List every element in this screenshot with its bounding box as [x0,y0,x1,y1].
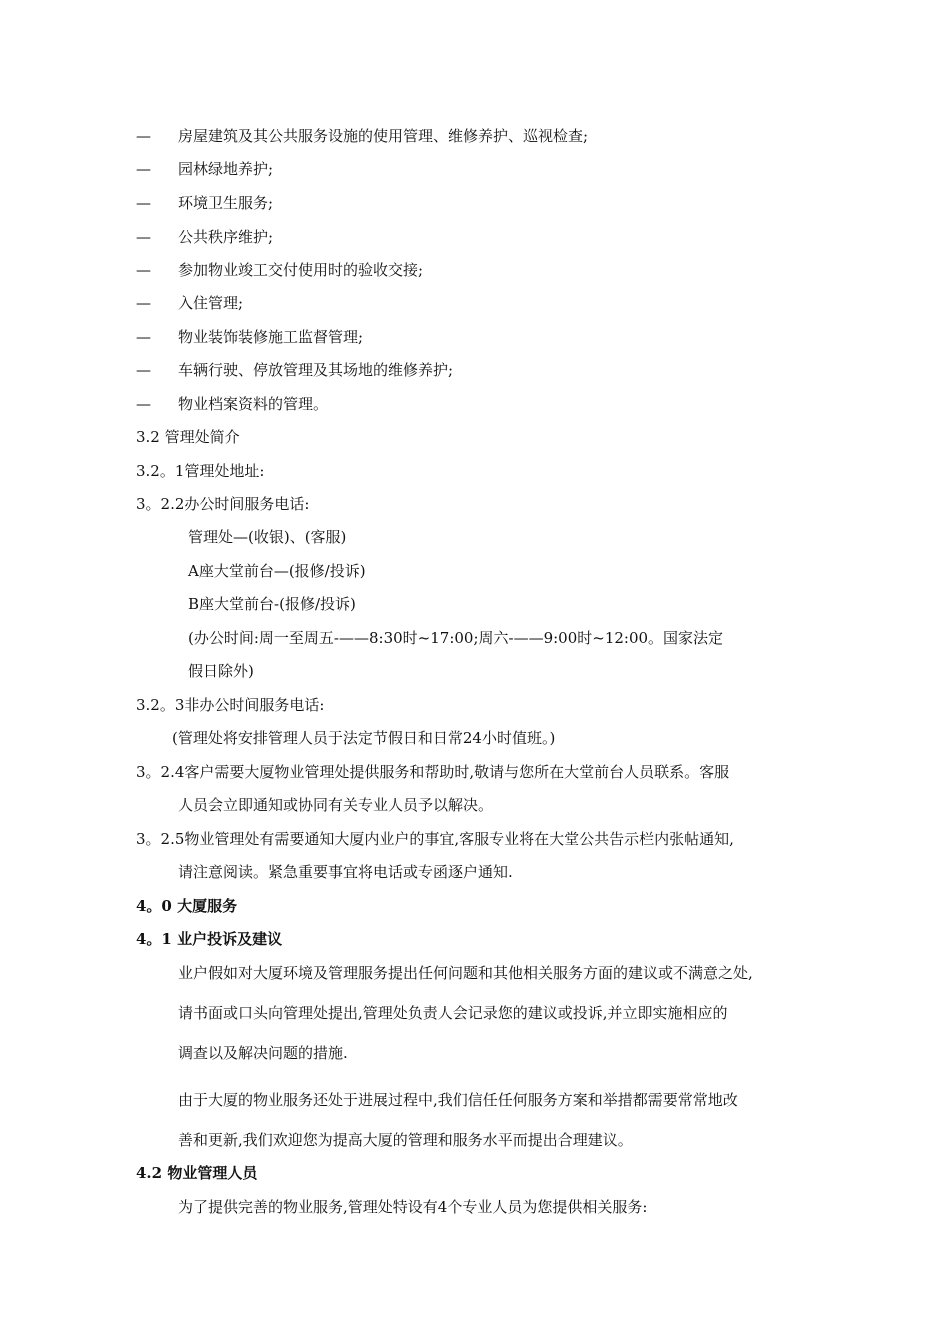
complaint-paragraph: 业户假如对大厦环境及管理服务提出任何问题和其他相关服务方面的建议或不满意之处, [178,964,753,982]
list-item: 公共秩序维护; [178,228,274,246]
suggestion-paragraph: 善和更新,我们欢迎您为提高大厦的管理和服务水平而提出合理建议。 [178,1131,633,1149]
office-hours: (办公时间:周一至周五-——8:30时~17:00;周六-——9:00时~12:00。国家法定 [188,629,724,647]
complaint-paragraph: 调查以及解决问题的措施. [178,1044,348,1062]
section-3-2-heading: 3.2 管理处简介 [136,428,240,446]
bullet-dash: — [136,294,151,312]
address-item: 3.2。1管理处地址: [136,462,265,480]
office-phone-item: 3。2.2办公时间服务电话: [136,495,310,513]
after-hours-item: 3.2。3非办公时间服务电话: [136,696,325,714]
list-item: 环境卫生服务; [178,194,274,212]
assistance-item: 3。2.4客户需要大厦物业管理处提供服务和帮助时,敬请与您所在大堂前台人员联系。客服 [136,763,730,781]
list-item: 园林绿地养护; [178,160,274,178]
bullet-dash: — [136,361,151,379]
list-item: 参加物业竣工交付使用时的验收交接; [178,261,424,279]
suggestion-paragraph: 由于大厦的物业服务还处于进展过程中,我们信任任何服务方案和举措都需要常常地改 [178,1091,738,1109]
list-item: 入住管理; [178,294,244,312]
bullet-dash: — [136,328,151,346]
b-lobby-phone-line: B座大堂前台-(报修/投诉) [188,595,356,613]
office-hours-cont: 假日除外) [188,662,254,680]
bullet-dash: — [136,127,151,145]
after-hours-note: (管理处将安排管理人员于法定节假日和日常24小时值班。) [172,729,556,747]
section-4-2-heading: 4.2 物业管理人员 [136,1164,258,1182]
bullet-dash: — [136,228,151,246]
bullet-dash: — [136,194,151,212]
list-item: 车辆行驶、停放管理及其场地的维修养护; [178,361,454,379]
notice-item: 3。2.5物业管理处有需要通知大厦内业户的事宜,客服专业将在大堂公共告示栏内张帖通知, [136,830,734,848]
section-4-1-heading: 4。1 业户投诉及建议 [136,930,283,948]
notice-item-cont: 请注意阅读。紧急重要事宜将电话或专函逐户通知. [178,863,513,881]
complaint-paragraph: 请书面或口头向管理处提出,管理处负责人会记录您的建议或投诉,并立即实施相应的 [178,1004,728,1022]
assistance-item-cont: 人员会立即通知或协同有关专业人员予以解决。 [178,796,494,814]
staff-paragraph: 为了提供完善的物业服务,管理处特设有4个专业人员为您提供相关服务: [178,1198,648,1216]
bullet-dash: — [136,160,151,178]
list-item: 房屋建筑及其公共服务设施的使用管理、维修养护、巡视检查; [178,127,589,145]
list-item: 物业装饰装修施工监督管理; [178,328,364,346]
list-item: 物业档案资料的管理。 [178,395,329,413]
a-lobby-phone-line: A座大堂前台—(报修/投诉) [188,562,366,580]
bullet-dash: — [136,261,151,279]
office-phone-line: 管理处—(收银)、(客服) [188,528,347,546]
bullet-dash: — [136,395,151,413]
section-4-0-heading: 4。0 大厦服务 [136,897,238,915]
